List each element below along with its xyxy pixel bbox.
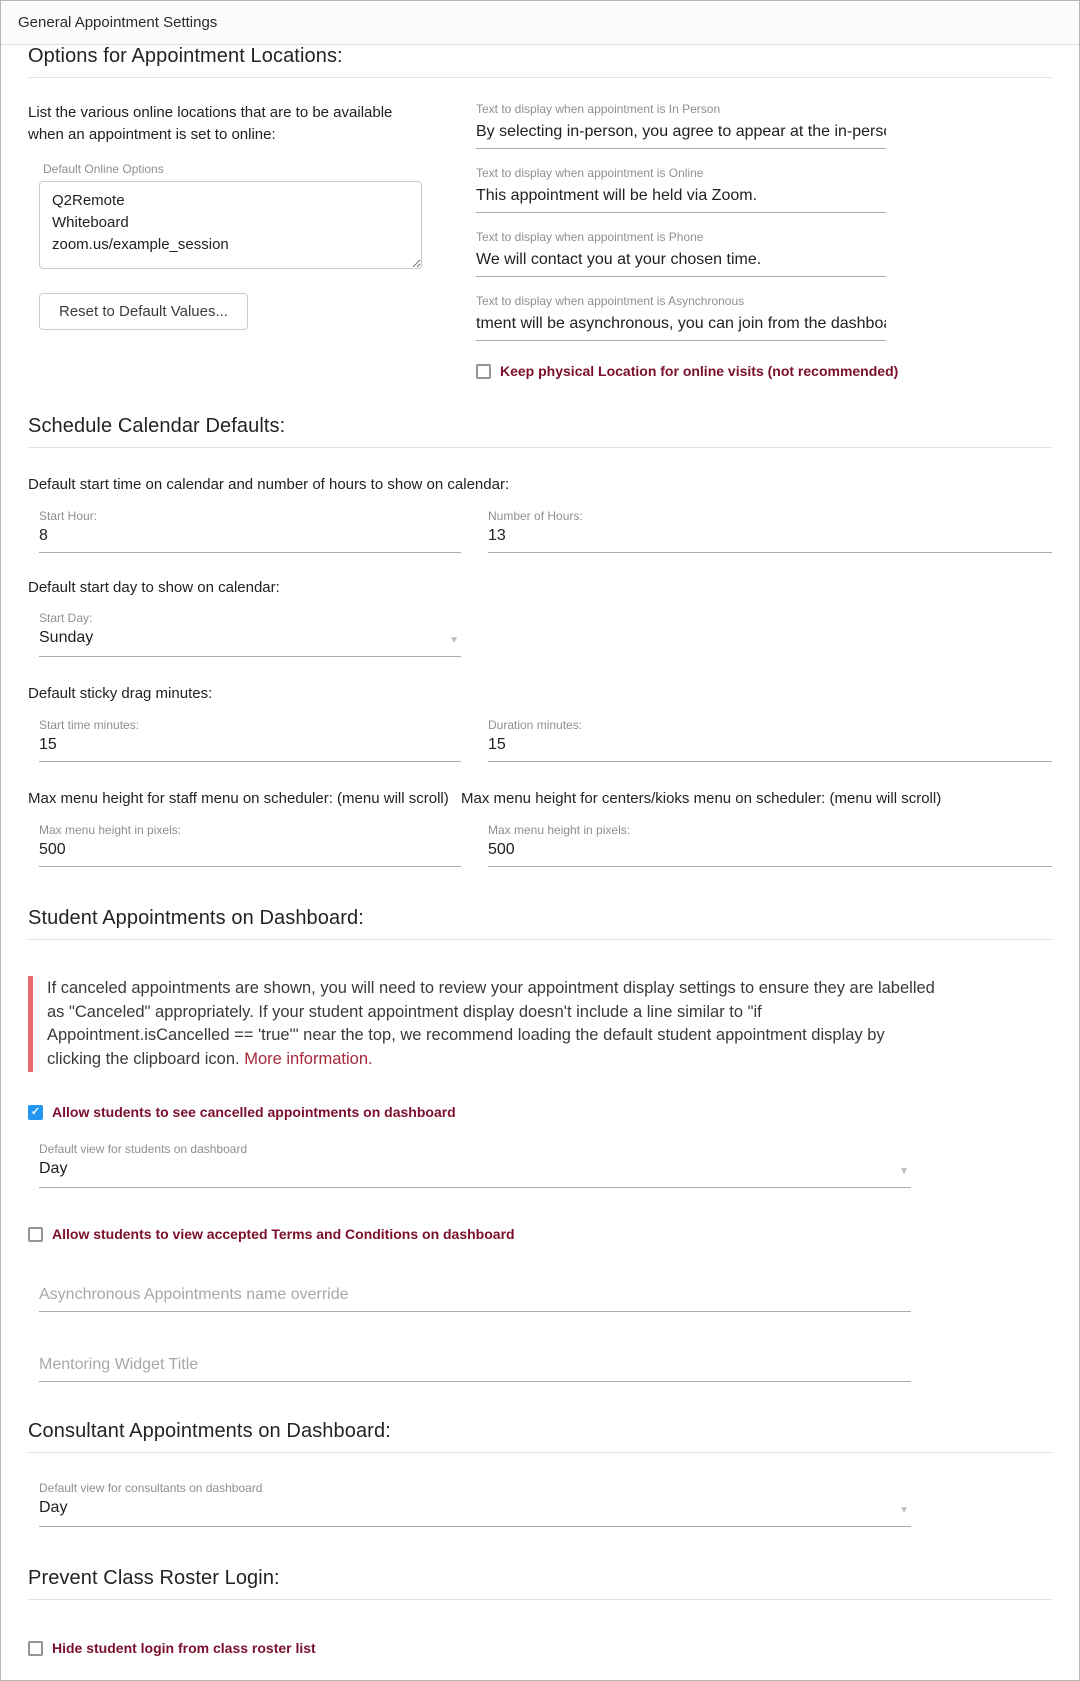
online-text-label: Text to display when appointment is Online (476, 166, 704, 180)
async-name-override-field (28, 1282, 1052, 1312)
locations-right-column (476, 102, 1052, 379)
section-heading-consultant-appointments: Consultant Appointments on Dashboard: (28, 1420, 1052, 1453)
number-of-hours-label: Number of Hours: (488, 509, 583, 523)
phone-text-label: Text to display when appointment is Phone (476, 230, 704, 244)
online-text-input[interactable] (476, 183, 886, 213)
allow-cancelled-checkbox[interactable] (28, 1105, 43, 1120)
asynchronous-text-label: Text to display when appointment is Asynchronous (476, 294, 745, 308)
start-day-label: Start Day: (39, 611, 93, 625)
start-day-select-value: Sunday (39, 629, 94, 646)
start-hour-field (39, 509, 461, 553)
sticky-drag-row-label: Default sticky drag minutes: (28, 685, 213, 702)
asynchronous-text-input[interactable] (476, 311, 886, 341)
start-time-minutes-field (39, 718, 461, 762)
phone-text-field (476, 230, 886, 277)
start-time-minutes-input[interactable] (39, 732, 461, 762)
online-locations-intro: List the various online locations that are to be available when an appointment is set to online: (28, 104, 393, 143)
in-person-text-input[interactable] (476, 119, 886, 149)
mentoring-widget-title-field (28, 1352, 1052, 1382)
online-text-field (476, 166, 886, 213)
staff-menu-height-field (39, 823, 461, 867)
consultant-default-view-field (28, 1481, 1052, 1527)
allow-terms-label: Allow students to view accepted Terms and Conditions on dashboard (52, 1226, 515, 1242)
allow-terms-row (28, 1226, 1052, 1242)
section-heading-appointment-locations: Options for Appointment Locations: (28, 45, 1052, 78)
duration-minutes-input[interactable] (488, 732, 1052, 762)
student-default-view-field (28, 1142, 1052, 1188)
number-of-hours-input[interactable] (488, 523, 1052, 553)
in-person-text-label: Text to display when appointment is In Person (476, 102, 721, 116)
section-heading-roster-login: Prevent Class Roster Login: (28, 1567, 1052, 1600)
consultant-default-view-select[interactable] (39, 1495, 911, 1527)
phone-text-input[interactable] (476, 247, 886, 277)
start-hour-input[interactable] (39, 523, 461, 553)
centers-menu-height-input[interactable] (488, 837, 1052, 867)
cancelled-appointments-warning (28, 976, 936, 1072)
section-heading-student-appointments: Student Appointments on Dashboard: (28, 907, 1052, 940)
chevron-down-icon: ▼ (899, 1505, 909, 1516)
max-menu-height-inputs-row (28, 823, 1052, 867)
allow-cancelled-label: Allow students to see cancelled appointments on dashboard (52, 1104, 456, 1120)
chevron-down-icon: ▼ (899, 1166, 909, 1177)
student-default-view-value: Day (39, 1160, 68, 1177)
student-default-view-select[interactable] (39, 1156, 911, 1188)
start-day-field (28, 611, 1052, 657)
staff-menu-height-input[interactable] (39, 837, 461, 867)
async-name-override-input[interactable] (39, 1282, 911, 1312)
max-menu-height-labels-row (28, 790, 1052, 807)
sticky-drag-row (28, 718, 1052, 762)
centers-menu-height-field (461, 823, 1052, 867)
asynchronous-text-field (476, 294, 886, 341)
duration-minutes-field (461, 718, 1052, 762)
start-day-select[interactable] (39, 625, 461, 657)
allow-cancelled-row (28, 1104, 1052, 1120)
mentoring-widget-title-input[interactable] (39, 1352, 911, 1382)
default-online-options-label: Default Online Options (43, 162, 164, 176)
start-hour-label: Start Hour: (39, 509, 98, 523)
hide-student-login-row (28, 1640, 1052, 1656)
default-online-options-textarea[interactable] (39, 181, 422, 269)
number-of-hours-field (461, 509, 1052, 553)
warning-text: If canceled appointments are shown, you will need to review your appointment display settings to ensure they are labelled as "Canceled" appropriately. If your student appointment display doesn't include a line similar to "if Appointment.isCancelled == 'true'" near the top, we recommend loading the default student appointment display by clicking the clipboard icon. (47, 979, 935, 1068)
more-information-link[interactable]: More information. (244, 1049, 373, 1068)
consultant-default-view-label: Default view for consultants on dashboard (39, 1481, 263, 1495)
student-default-view-label: Default view for students on dashboard (39, 1142, 248, 1156)
section-heading-calendar-defaults: Schedule Calendar Defaults: (28, 415, 1052, 448)
chevron-down-icon: ▼ (449, 635, 459, 646)
start-day-row-label: Default start day to show on calendar: (28, 579, 280, 596)
settings-content (1, 45, 1079, 1681)
start-hour-row (28, 509, 1052, 553)
keep-physical-location-row (476, 363, 1052, 379)
hide-student-login-label: Hide student login from class roster list (52, 1640, 316, 1656)
start-time-row-label: Default start time on calendar and number of hours to show on calendar: (28, 476, 510, 493)
centers-menu-height-label: Max menu height in pixels: (488, 823, 631, 837)
consultant-default-view-value: Day (39, 1499, 68, 1516)
window-header (1, 1, 1079, 45)
in-person-text-field (476, 102, 886, 149)
keep-physical-location-label: Keep physical Location for online visits (not recommended) (500, 363, 899, 379)
bottom-spacer (28, 1656, 1052, 1681)
reset-defaults-button[interactable]: Reset to Default Values... (39, 293, 248, 330)
keep-physical-location-checkbox[interactable] (476, 364, 491, 379)
allow-terms-checkbox[interactable] (28, 1227, 43, 1242)
start-time-minutes-label: Start time minutes: (39, 718, 140, 732)
staff-menu-height-label: Max menu height in pixels: (39, 823, 182, 837)
locations-columns (28, 102, 1052, 379)
staff-menu-height-row-label: Max menu height for staff menu on scheduler: (menu will scroll) (28, 790, 449, 807)
page-title: General Appointment Settings (18, 14, 218, 31)
centers-menu-height-row-label: Max menu height for centers/kioks menu on scheduler: (menu will scroll) (461, 790, 942, 807)
locations-left-column (28, 102, 476, 379)
hide-student-login-checkbox[interactable] (28, 1641, 43, 1656)
duration-minutes-label: Duration minutes: (488, 718, 583, 732)
